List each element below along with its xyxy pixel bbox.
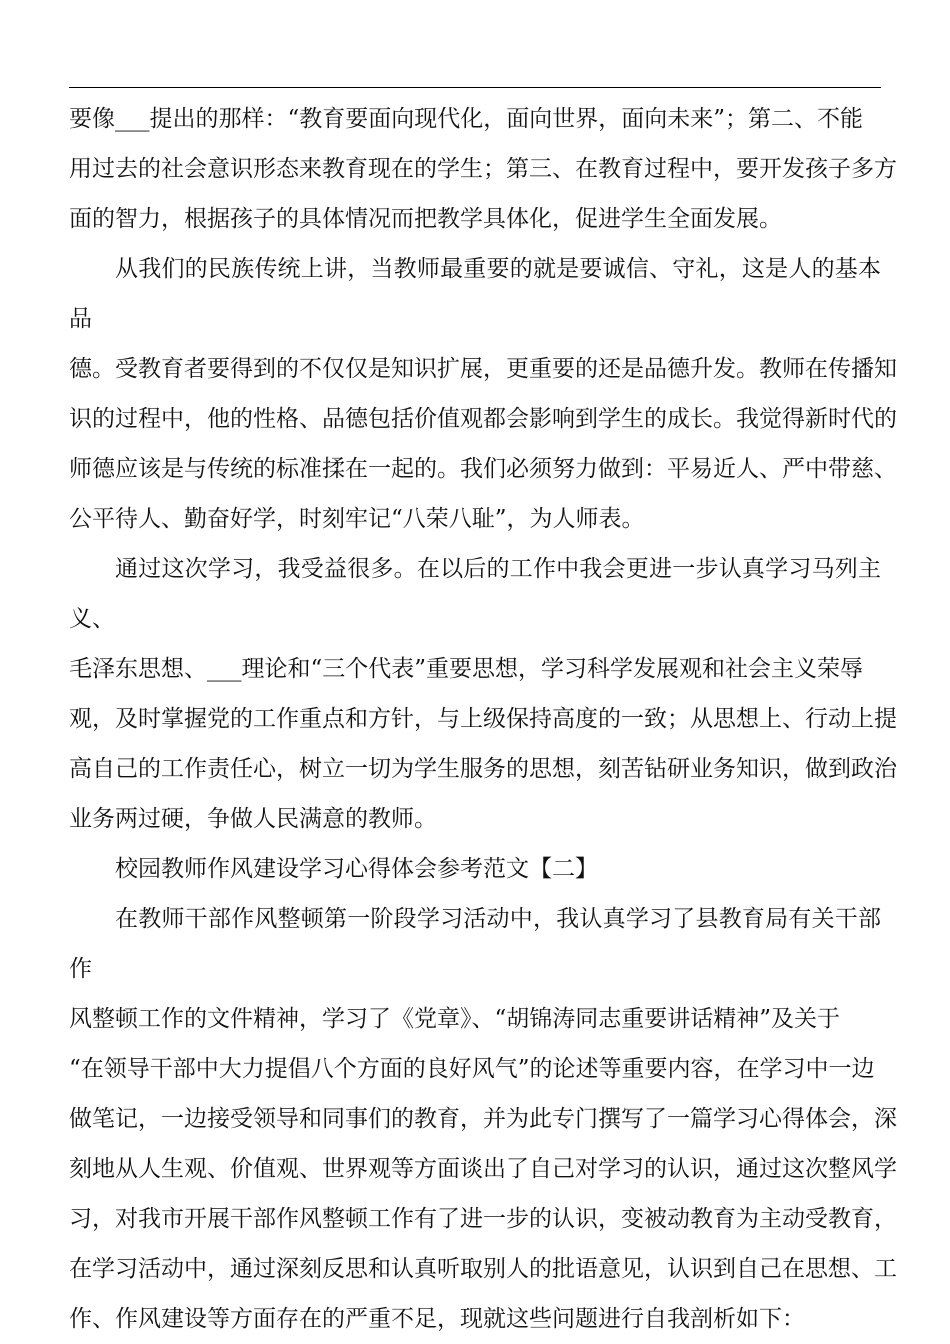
- paragraph-2: [69, 244, 897, 544]
- header-rule: [69, 87, 881, 88]
- paragraph-line: 毛泽东思想、___理论和“三个代表”重要思想，学习科学发展观和社会主义荣辱: [69, 656, 864, 682]
- paragraph-line: 在教师干部作风整顿第一阶段学习活动中，我认真学习了县教育局有关干部作: [69, 906, 881, 982]
- paragraph-line: 师德应该是与传统的标准揉在一起的。我们必须努力做到：平易近人、严中带慈、: [69, 456, 897, 482]
- document-body: [69, 94, 897, 1344]
- paragraph-line: 公平待人、勤奋好学，时刻牢记“八荣八耻”，为人师表。: [69, 506, 645, 532]
- paragraph-line: 业务两过硬，争做人民满意的教师。: [69, 806, 437, 832]
- section-heading: [69, 844, 881, 894]
- paragraph-line: 高自己的工作责任心，树立一切为学生服务的思想，刻苦钻研业务知识，做到政治: [69, 756, 897, 782]
- paragraph-line: 观，及时掌握党的工作重点和方针，与上级保持高度的一致；从思想上、行动上提: [69, 706, 897, 732]
- paragraph-line: 做笔记，一边接受领导和同事们的教育，并为此专门撰写了一篇学习心得体会，深: [69, 1106, 897, 1132]
- paragraph-line: 习，对我市开展干部作风整顿工作有了进一步的认识，变被动教育为主动受教育，: [69, 1206, 897, 1232]
- paragraph-line: 用过去的社会意识形态来教育现在的学生；第三、在教育过程中，要开发孩子多方: [69, 156, 897, 182]
- paragraph-line: 从我们的民族传统上讲，当教师最重要的就是要诚信、守礼，这是人的基本品: [69, 256, 881, 332]
- paragraph-line: 要像___提出的那样：“教育要面向现代化，面向世界，面向未来”；第二、不能: [69, 106, 864, 132]
- paragraph-line: 风整顿工作的文件精神，学习了《党章》、“胡锦涛同志重要讲话精神”及关于: [69, 1006, 841, 1032]
- paragraph-line: “在领导干部中大力提倡八个方面的良好风气”的论述等重要内容，在学习中一边: [69, 1056, 875, 1082]
- paragraph-line: 面的智力，根据孩子的具体情况而把教学具体化，促进学生全面发展。: [69, 206, 782, 232]
- paragraph-line: 在学习活动中，通过深刻反思和认真听取别人的批语意见，认识到自己在思想、工: [69, 1256, 897, 1282]
- section-heading-text: 校园教师作风建设学习心得体会参考范文【二】: [115, 856, 598, 882]
- paragraph-line: 通过这次学习，我受益很多。在以后的工作中我会更进一步认真学习马列主义、: [69, 556, 881, 632]
- paragraph-line: 刻地从人生观、价值观、世界观等方面谈出了自己对学习的认识，通过这次整风学: [69, 1156, 897, 1182]
- paragraph-line: 德。受教育者要得到的不仅仅是知识扩展，更重要的还是品德升发。教师在传播知: [69, 356, 897, 382]
- paragraph-3: [69, 544, 897, 844]
- paragraph-line: 作、作风建设等方面存在的严重不足，现就这些问题进行自我剖析如下：: [69, 1306, 805, 1332]
- paragraph-4: [69, 894, 897, 1344]
- paragraph-line: 识的过程中，他的性格、品德包括价值观都会影响到学生的成长。我觉得新时代的: [69, 406, 897, 432]
- paragraph-1: [69, 94, 897, 244]
